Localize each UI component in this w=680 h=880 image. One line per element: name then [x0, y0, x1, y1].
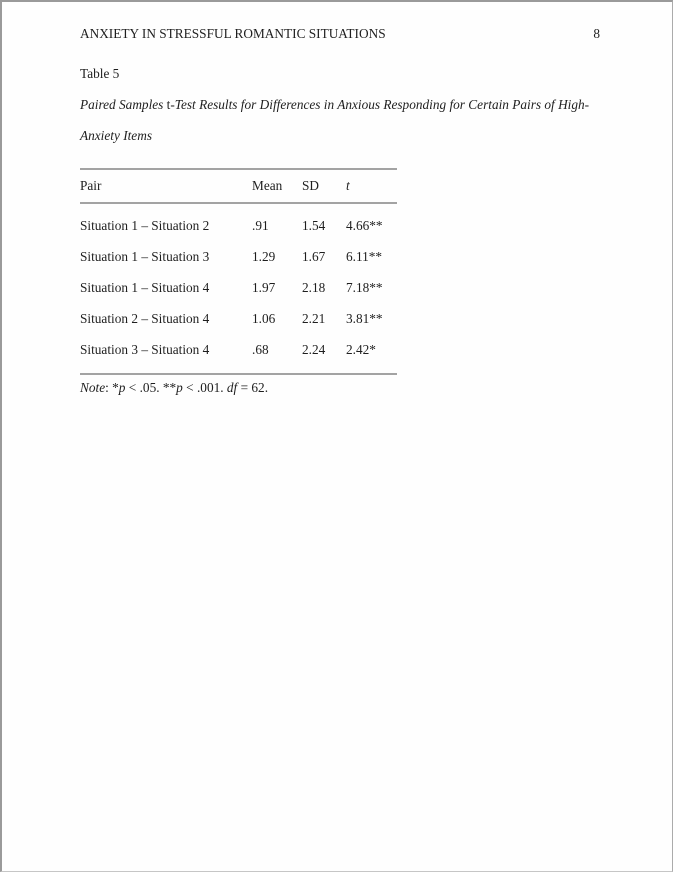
page-header: [80, 26, 600, 42]
table-row: [80, 303, 397, 334]
table-header-row: [80, 169, 397, 203]
cell-t: 6.11**: [346, 248, 383, 264]
cell-pair: Situation 3 – Situation 4: [80, 341, 210, 357]
cell-t: 3.81**: [346, 310, 383, 326]
cell-t: 2.42*: [346, 341, 376, 357]
cell-mean: 1.97: [252, 279, 276, 295]
cell-sd: 2.24: [302, 341, 326, 357]
cell-mean: 1.06: [252, 310, 276, 326]
cell-pair: Situation 2 – Situation 4: [80, 310, 210, 326]
page-number: 8: [593, 26, 600, 41]
table-row: [80, 334, 397, 374]
cell-sd: 2.21: [302, 310, 326, 326]
table-row: [80, 203, 397, 241]
note-segment: < .001.: [182, 380, 227, 395]
table-row: [80, 272, 397, 303]
note-segment: = 62.: [237, 380, 269, 395]
note-p-symbol: p: [118, 380, 126, 395]
table-title-line1-post: -Test Results for Differences in Anxious Responding for Certain Pairs of High-: [170, 97, 590, 112]
table-title-line2: Anxiety Items: [80, 128, 152, 143]
note-segment: : *: [105, 380, 119, 395]
cell-t: 7.18**: [346, 279, 383, 295]
note-p-symbol: p: [176, 380, 183, 395]
cell-sd: 2.18: [302, 279, 326, 295]
cell-t: 4.66**: [346, 217, 383, 233]
cell-pair: Situation 1 – Situation 3: [80, 248, 210, 264]
table-title: [80, 89, 620, 151]
table-note: [80, 379, 268, 396]
table-row: [80, 241, 397, 272]
cell-pair: Situation 1 – Situation 2: [80, 217, 210, 233]
cell-pair: Situation 1 – Situation 4: [80, 279, 210, 295]
column-header-t: t: [346, 178, 350, 193]
running-head: ANXIETY IN STRESSFUL ROMANTIC SITUATIONS: [80, 26, 386, 41]
table-title-line1: [80, 97, 589, 112]
paired-samples-ttest-table: [80, 168, 397, 375]
cell-sd: 1.67: [302, 248, 326, 264]
column-header-pair: Pair: [80, 178, 102, 193]
column-header-sd: SD: [302, 178, 319, 193]
note-df-symbol: df: [226, 380, 238, 395]
note-label: Note: [80, 380, 106, 395]
column-header-mean: Mean: [252, 178, 283, 193]
table-label: Table 5: [80, 66, 120, 81]
cell-mean: 1.29: [252, 248, 276, 264]
cell-sd: 1.54: [302, 217, 326, 233]
cell-mean: .68: [252, 341, 269, 357]
cell-mean: .91: [252, 217, 269, 233]
table-title-line1-pre: Paired Samples: [80, 97, 167, 112]
table-title-stat-letter: t: [166, 97, 171, 112]
note-segment: < .05. **: [125, 380, 177, 395]
